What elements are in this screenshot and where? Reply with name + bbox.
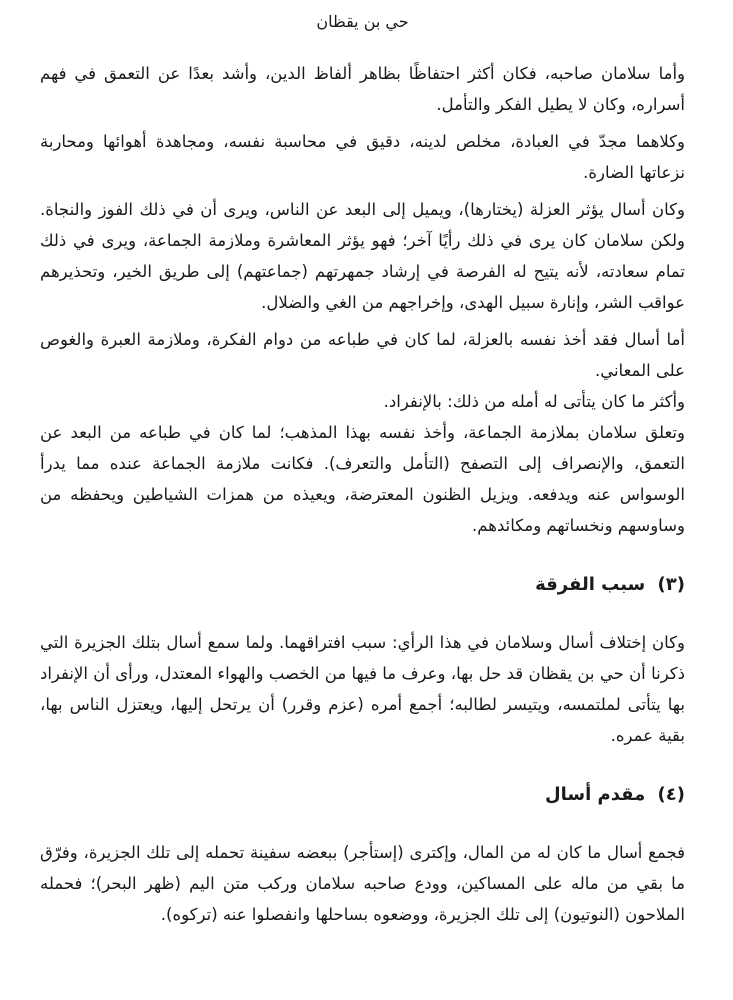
section-title-4: مقدم أسال <box>545 784 646 805</box>
section-number-4: (٤) <box>657 784 685 805</box>
section-heading-4 <box>40 781 685 809</box>
paragraph-salaman-description: وأما سلامان صاحبه، فكان أكثر احتفاظًا بظاهر ألفاظ الدين، وأشد بعدًا عن التعمق في فهم أسراره، وكان لا يطيل الفكر والتأمل. <box>40 64 685 114</box>
section-title-3: سبب الفرقة <box>535 574 646 595</box>
paragraph-asal-solitude: وأكثر ما كان يتأتى له أمله من ذلك: بالإنفراد. <box>383 392 685 411</box>
paragraph-asal-isolation: أما أسال فقد أخذ نفسه بالعزلة، لما كان في طباعه من دوام الفكرة، وملازمة العبرة والغوص على المعاني. <box>40 330 685 380</box>
paragraph-isolation-vs-community: وكان أسال يؤثر العزلة (يختارها)، ويميل إلى البعد عن الناس، ويرى أن في ذلك الفوز والنجاة. ولكن سلامان كان يرى في ذلك رأيًا آخر؛ فهو يؤثر المعاشرة وملازمة الجماعة، ويرى في ذلك تمام سعادته، لأنه يتيح له الفرصة في إرشاد جمهرتهم (جماعتهم) إلى طريق الخير، وتحذيرهم عواقب الشر، وإنارة سبيل الهدى، وإخراجهم من الغي والضلال. <box>40 200 685 312</box>
running-header: حي بن يقظان <box>316 12 409 31</box>
paragraph-salaman-community: وتعلق سلامان بملازمة الجماعة، وأخذ نفسه بهذا المذهب؛ لما كان في طباعه من البعد عن التعمق، والإنصراف إلى التصفح (التأمل والتعرف). فكانت ملازمة الجماعة عنده مما يدرأ الوسواس عنه ويدفعه. ويزيل الظنون المعترضة، ويعيذه من همزات الشياطين ويحفظه من وساوسهم ونخساتهم ومكائدهم. <box>40 423 685 535</box>
section-number-3: (٣) <box>657 574 685 595</box>
section-heading-3 <box>40 571 685 599</box>
paragraph-reason-for-separation: وكان إختلاف أسال وسلامان في هذا الرأي: سبب افتراقهما. ولما سمع أسال بتلك الجزيرة التي ذكرنا أن حي بن يقظان قد حل بها، وعرف ما فيها من الخصب والهواء المعتدل، ورأى أن الإنفراد بها يتأتى لملتمسه، ويتيسر لطالبه؛ أجمع أمره (عزم وقرر) أن يرتحل إليها، ويعتزل الناس بها، بقية عمره. <box>40 633 685 745</box>
paragraph-both-devoted: وكلاهما مجدّ في العبادة، مخلص لدينه، دقيق في محاسبة نفسه، ومجاهدة أهوائها ومحاربة نزعاتها الضارة. <box>40 132 685 182</box>
paragraph-asal-arrival: فجمع أسال ما كان له من المال، وإكترى (إستأجر) ببعضه سفينة تحمله إلى تلك الجزيرة، وفرّق ما بقي من ماله على المساكين، وودع صاحبه سلامان وركب متن اليم (ظهر البحر)؛ فحمله الملاحون (النوتيون) إلى تلك الجزيرة، ووضعوه بساحلها وانفصلوا عنه (تركوه). <box>40 843 685 924</box>
